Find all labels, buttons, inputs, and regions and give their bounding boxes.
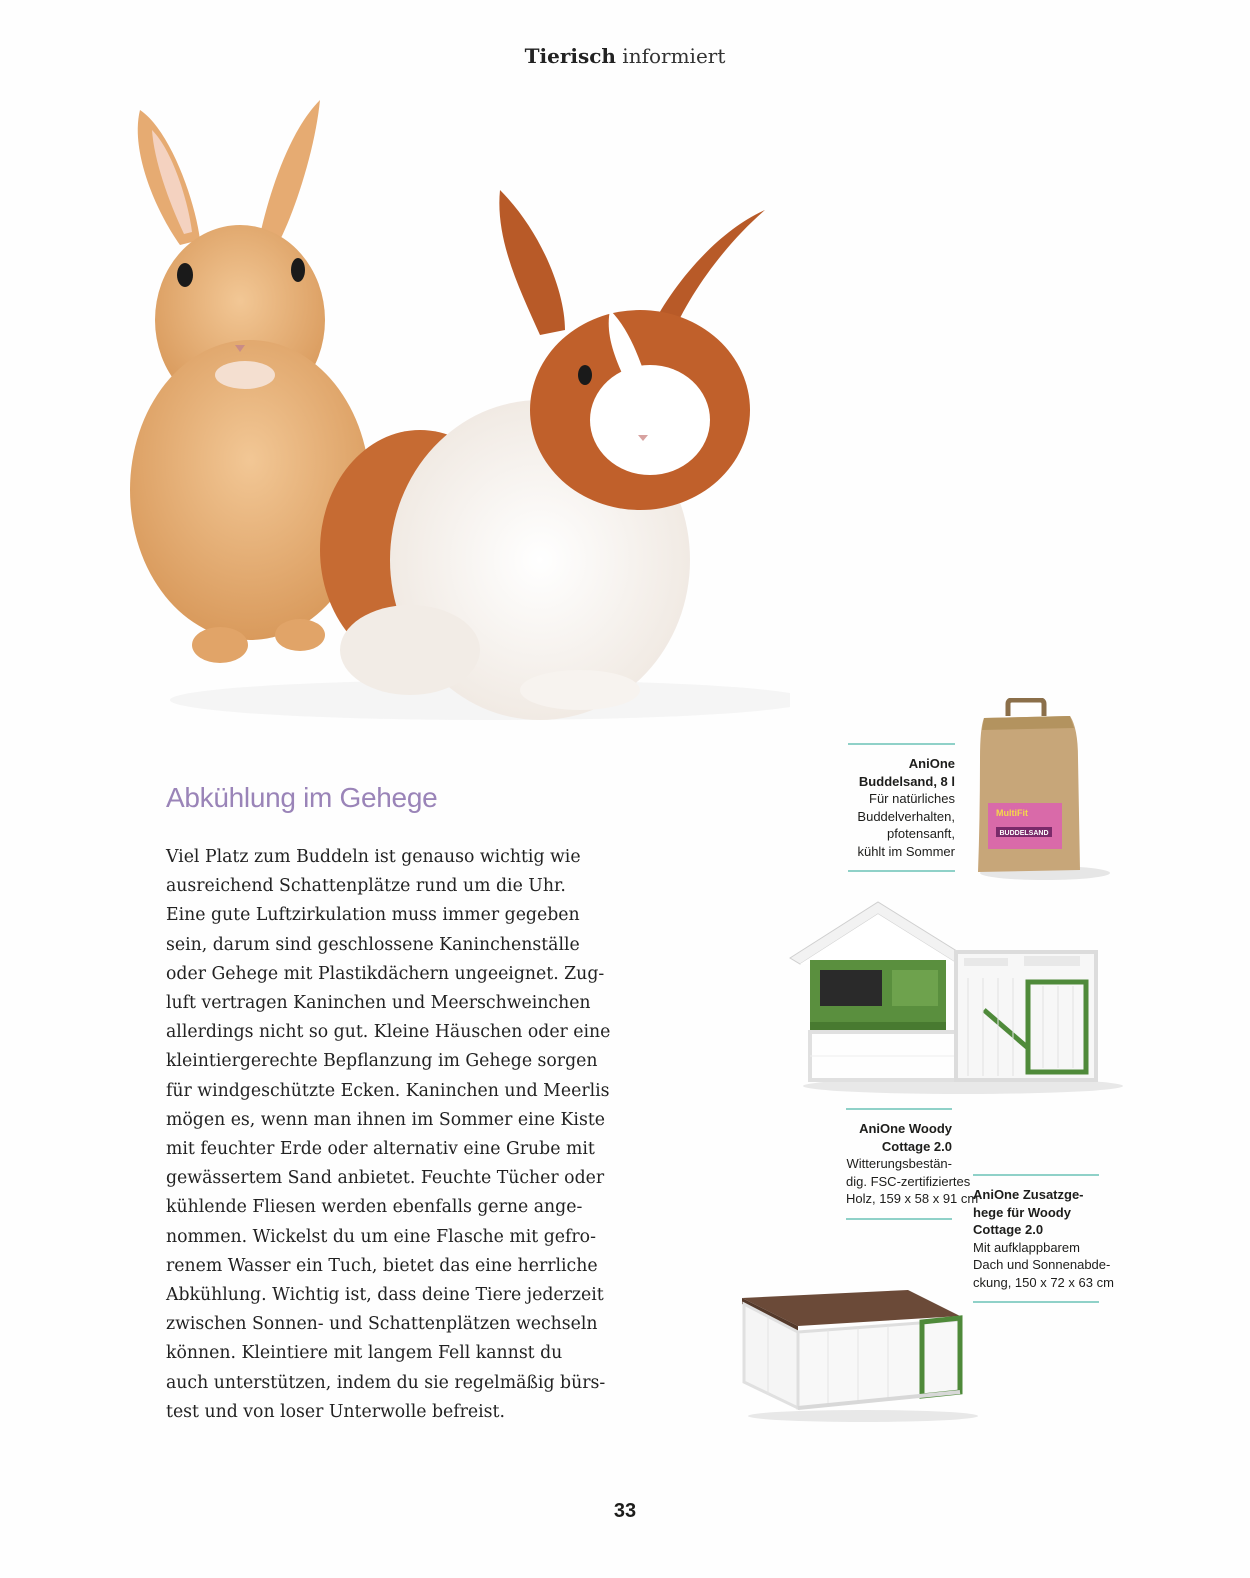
article-line: test und von loser Unterwolle befreist.: [166, 1401, 505, 1422]
product-desc-line: Mit aufklappbarem: [973, 1239, 1080, 1255]
product-description: [846, 1155, 979, 1208]
page-number: 33: [613, 1500, 637, 1522]
product-caption-buddelsand: [848, 743, 955, 872]
article-line: auch unterstützen, indem du sie regelmäßig bürs-: [166, 1372, 606, 1393]
article-line: Viel Platz zum Buddeln ist genauso wichtig wie: [166, 847, 581, 867]
product-desc-line: dig. FSC-zertifiziertes: [846, 1173, 971, 1189]
article-line: nommen. Wickelst du um eine Flasche mit gefro-: [166, 1226, 596, 1247]
product-desc-line: Dach und Sonnenabde-: [973, 1257, 1111, 1272]
product-desc-line: Witterungsbestän-: [846, 1156, 952, 1171]
product-description: [973, 1239, 1114, 1292]
product-caption-woody-cottage: [846, 1108, 979, 1220]
product-desc-line: pfotensanft,: [887, 826, 955, 841]
header-section-light: informiert: [622, 44, 726, 68]
header-section-bold: Tierisch: [524, 44, 616, 68]
product-title-line: Cottage 2.0: [973, 1222, 1044, 1237]
article-line: gewässertem Sand anbietet. Feuchte Tücher oder: [166, 1168, 605, 1189]
product-title-line: hege für Woody: [973, 1204, 1071, 1220]
article-line: zwischen Sonnen- und Schattenplätzen wechseln: [166, 1314, 598, 1335]
article-line: können. Kleintiere mit langem Fell kannst du: [166, 1343, 563, 1364]
product-title: [973, 1186, 1099, 1239]
product-desc-line: Buddelverhalten,: [857, 808, 955, 824]
product-desc-line: Holz, 159 x 58 x 91 cm: [846, 1191, 979, 1206]
rabbits-photo: [110, 90, 790, 740]
article-line: für windgeschützte Ecken. Kaninchen und Meerlis: [166, 1080, 610, 1101]
product-desc-line: Für natürliches: [869, 791, 955, 806]
article-body: [166, 843, 616, 1427]
article-line: mögen es, wenn man ihnen im Sommer eine Kiste: [166, 1109, 605, 1130]
article-line: Abkühlung. Wichtig ist, dass deine Tiere jederzeit: [166, 1285, 604, 1306]
buddelsand-bag-image: [970, 698, 1110, 883]
product-title-line: AniOne Woody: [859, 1121, 952, 1136]
article-line: sein, darum sind geschlossene Kaninchenställe: [166, 934, 580, 955]
woody-cottage-image: [788, 898, 1128, 1098]
article-line: renem Wasser ein Tuch, bietet das eine herrliche: [166, 1255, 598, 1276]
article-line: kleintiergerechte Bepflanzung im Gehege sorgen: [166, 1051, 598, 1072]
article-line: kühlende Fliesen werden ebenfalls gerne ange-: [166, 1197, 583, 1218]
product-title: [846, 1120, 952, 1155]
product-title-line: AniOne Zusatzge-: [973, 1187, 1084, 1202]
product-desc-line: ckung, 150 x 72 x 63 cm: [973, 1274, 1114, 1290]
article-line: mit feuchter Erde oder alternativ eine Grube mit: [166, 1139, 595, 1160]
page-header: [0, 44, 1250, 68]
product-title-line: Cottage 2.0: [881, 1138, 952, 1154]
product-title: [848, 755, 955, 790]
pack-label: BUDDELSAND: [999, 830, 1049, 837]
article-line: allerdings nicht so gut. Kleine Häuschen oder eine: [166, 1022, 611, 1043]
pack-brand: MultiFit: [996, 808, 1028, 818]
product-title-line: AniOne: [908, 756, 955, 771]
product-caption-zusatzgehege: [973, 1174, 1114, 1303]
product-description: [848, 790, 955, 860]
article-line: luft vertragen Kaninchen und Meerschweinchen: [166, 993, 591, 1014]
article-line: Eine gute Luftzirkulation muss immer gegeben: [166, 905, 580, 926]
zusatzgehege-image: [738, 1284, 983, 1424]
article-line: oder Gehege mit Plastikdächern ungeeignet. Zug-: [166, 963, 605, 984]
product-title-line: Buddelsand, 8 l: [858, 773, 955, 789]
article-line: ausreichend Schattenplätze rund um die Uhr.: [166, 876, 566, 897]
product-desc-line: kühlt im Sommer: [857, 843, 955, 859]
article-heading: Abkühlung im Gehege: [166, 782, 438, 813]
